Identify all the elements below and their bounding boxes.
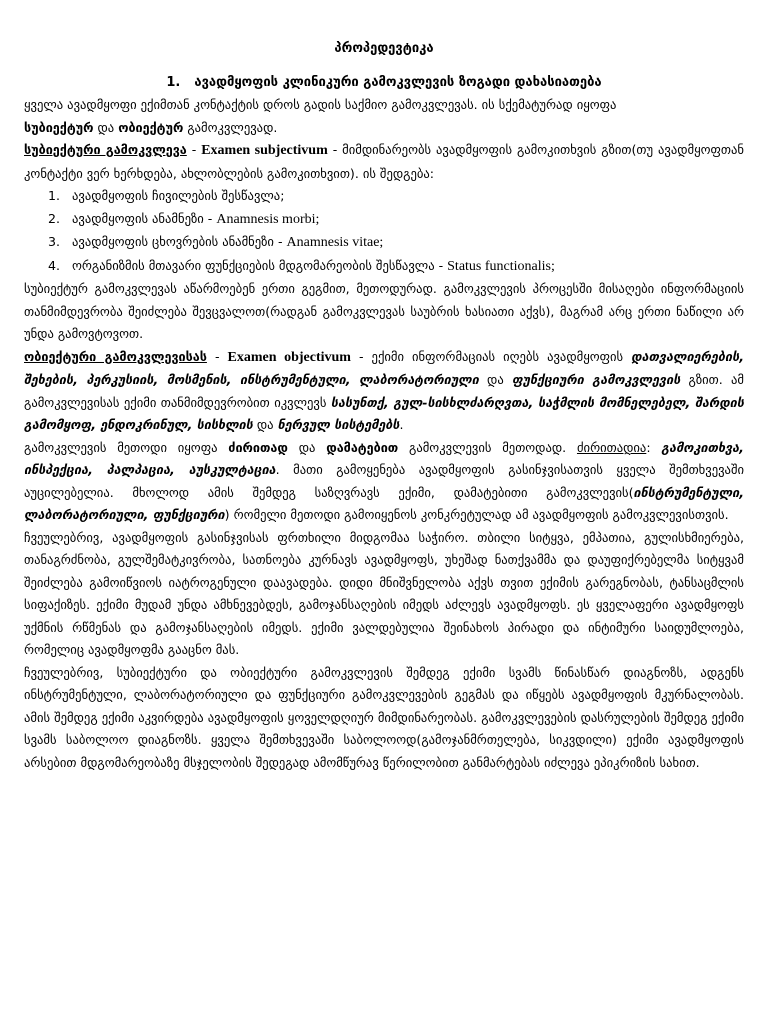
document-title: პროპედევტიკა — [334, 41, 434, 56]
list-item-text: ავადმყოფის ცხოვრების ანამნეზი - — [72, 234, 287, 249]
objective-paragraph — [24, 346, 744, 437]
objective-latin: Examen objectivum — [227, 349, 351, 365]
subjective-list — [24, 185, 744, 278]
section-number: 1. — [166, 75, 181, 90]
objective-systems2: ნერვულ სისტემებს — [277, 417, 400, 432]
subjective-paragraph — [24, 139, 744, 185]
subjective-dash: - — [191, 142, 197, 157]
subjective-word: სუბიექტურ — [24, 119, 94, 135]
intro-end: გამოკვლევად. — [187, 119, 278, 135]
objective-word: ობიექტურ — [118, 119, 184, 135]
objective-text2: გზით. ამ გამოკვლევისას ექიმი თანმიმდევრობით იკვლევს — [24, 372, 744, 410]
objective-methods1: დათვალიერების, შეხების, პერკუსიის, მოსმენის, ინსტრუმენტული, ლაბორატორიული — [24, 348, 744, 387]
methods-t4: ) რომელი მეთოდი გამოიყენოს კონკრეტულად ამ ავადმყოფის გამოკვლევისთვის. — [224, 507, 729, 522]
list-item-latin: Status functionalis; — [447, 258, 555, 274]
objective-and2: და — [256, 417, 274, 432]
methods-and: და — [298, 439, 316, 455]
list-item-text: ორგანიზმის მთავარი ფუნქციების მდგომარეობის შესწავლა - — [72, 257, 448, 273]
list-item-number: 1. — [48, 188, 61, 203]
list-item-latin: Anamnesis morbi; — [216, 211, 320, 227]
methods-t1: გამოკვლევის მეთოდი იყოფა — [24, 439, 218, 455]
methods-paragraph — [24, 437, 744, 527]
list-item — [48, 208, 744, 232]
methods-extra-list: ინსტრუმენტული, ლაბორატორიული, ფუნქციური — [24, 484, 744, 522]
objective-term: ობიექტური გამოკვლევისას — [24, 348, 207, 364]
objective-and: და — [487, 372, 504, 387]
list-item-text: ავადმყოფის ანამნეზი - — [72, 210, 217, 226]
objective-text1: - ექიმი ინფორმაციას იღებს ავადმყოფის — [358, 348, 624, 364]
methods-main-list: გამოკითხვა, ინსპექცია, პალპაცია, აუსკულტაცია — [24, 439, 744, 477]
methods-colon: : — [646, 439, 651, 455]
methods-extra: დამატებით — [326, 439, 399, 455]
methods-main-label: ძირითადია — [576, 439, 647, 455]
subjective-text: - მიმდინარეობს ავადმყოფის გამოკითხვის გზით(თუ ავადმყოფთან კონტაქტი ვერ ხერხდება, ახლობლების გამოკითხვით). ის შედგება: — [24, 142, 744, 181]
list-item-number: 2. — [48, 210, 61, 226]
list-item — [48, 255, 744, 279]
objective-systems: სასუნთქ, გულ-სისხლძარღვთა, საჭმლის მომნელებელ, შარდის გამომყოფ, ენდოკრინულ, სისხლის — [24, 394, 744, 432]
intro-paragraph — [24, 94, 744, 139]
list-item-number: 4. — [48, 257, 61, 273]
diagnosis-paragraph: ჩვეულებრივ, სუბიექტური და ობიექტური გამოკვლევის შემდეგ ექიმი სვამს წინასწარ დიაგნოზს, ადგენს ინსტრუმენტული, ლაბორატორიული და ფუნქციური გამოკვლევების გეგმას და იწყებს ავადმყოფის მკურნალობას. ამის შემდეგ ექიმი აკვირდება ავადმყოფის ყოველდღიურ მიმდინარეობას. გამოკვლევების დასრულების შემდეგ ექიმი სვამს საბოლოო დიაგნოზს. ყველა შემთხვევაში საბოლოოდ(გამოჯანმრთელება, სიკვდილი) ექიმი ავადმყოფის არსებით მდგომარეობაზე მსჯელობის შედეგად ამომწურავ წერილობით განმარტებას იძლევა ეპიკრიზის სახით. — [24, 664, 744, 770]
section-heading — [24, 72, 744, 94]
subjective-latin: Examen subjectivum — [201, 143, 328, 158]
objective-methods2: ფუნქციური გამოკვლევის — [512, 372, 681, 387]
objective-dash: - — [214, 348, 220, 364]
list-item-latin: Anamnesis vitae; — [286, 235, 384, 250]
subjective-after-paragraph: სუბიექტურ გამოკვლევას აწარმოებენ ერთი გეგმით, მეთოდურად. გამოკვლევის პროცესში მისაღები ინფორმაციის თანმიმდევრობა შეიძლება შევცვალოთ(რადგან გამოკვლევას საუბრის ხასიათი აქვს), მაგრამ არც ერთი ნაწილი არ უნდა გამოვტოვოთ. — [24, 281, 744, 341]
objective-dot: . — [399, 417, 404, 432]
methods-main: ძირითად — [228, 439, 288, 455]
list-item-number: 3. — [48, 234, 61, 249]
list-item — [48, 185, 744, 208]
methods-t2: გამოკვლევის მეთოდად. — [409, 439, 567, 455]
intro-and: და — [97, 119, 115, 135]
methods-t3: . მათი გამოყენება ავადმყოფის გასინჯვისათვის ყველა შემთხვევაში აუცილებელია. მხოლოდ ამის შემდეგ საზღვრავს ექიმი, დამატებითი გამოკვლევის( — [24, 462, 744, 500]
subjective-term: სუბიექტური გამოკვლევა — [24, 142, 187, 157]
list-item — [48, 231, 744, 255]
intro-text: ყველა ავადმყოფი ექიმთან კონტაქტის დროს გადის საქმიო გამოკვლევას. ის სქემატურად იყოფა — [24, 97, 617, 112]
section-heading-text: ავადმყოფის კლინიკური გამოკვლევის ზოგადი დახასიათება — [194, 75, 602, 90]
list-item-text: ავადმყოფის ჩივილების შესწავლა; — [72, 188, 285, 203]
ethics-paragraph: ჩვეულებრივ, ავადმყოფის გასინჯვისას ფრთხილი მიდგომაა საჭირო. თბილი სიტყვა, ემპათია, გულისხმიერება, თანაგრძნობა, გულშემატკივრობა, სათნოება კურნავს ავადმყოფს, უხეშად ნათქვამმა და დაუფიქრებელმა სიტყვამ შეიძლება გამოიწვიოს იატროგენული დაავადება. დიდი მნიშვნელობა აქვს თვით ექიმის გარეგნობას, ტანსაცმლის სიფაქიზეს. ექიმი მუდამ უნდა ამხნევებდეს, გამოჯანსაღების იმედს აძლევს ავადმყოფს. ეს ყველაფერი ავადმყოფს უქმნის რწმენას და გამოჯანსაღების იმედს. ექიმი ვალდებულია შეინახოს პირადი და ინტიმური საიდუმლოება, რომელიც ავადმყოფმა გააცნო მას. — [24, 529, 744, 657]
